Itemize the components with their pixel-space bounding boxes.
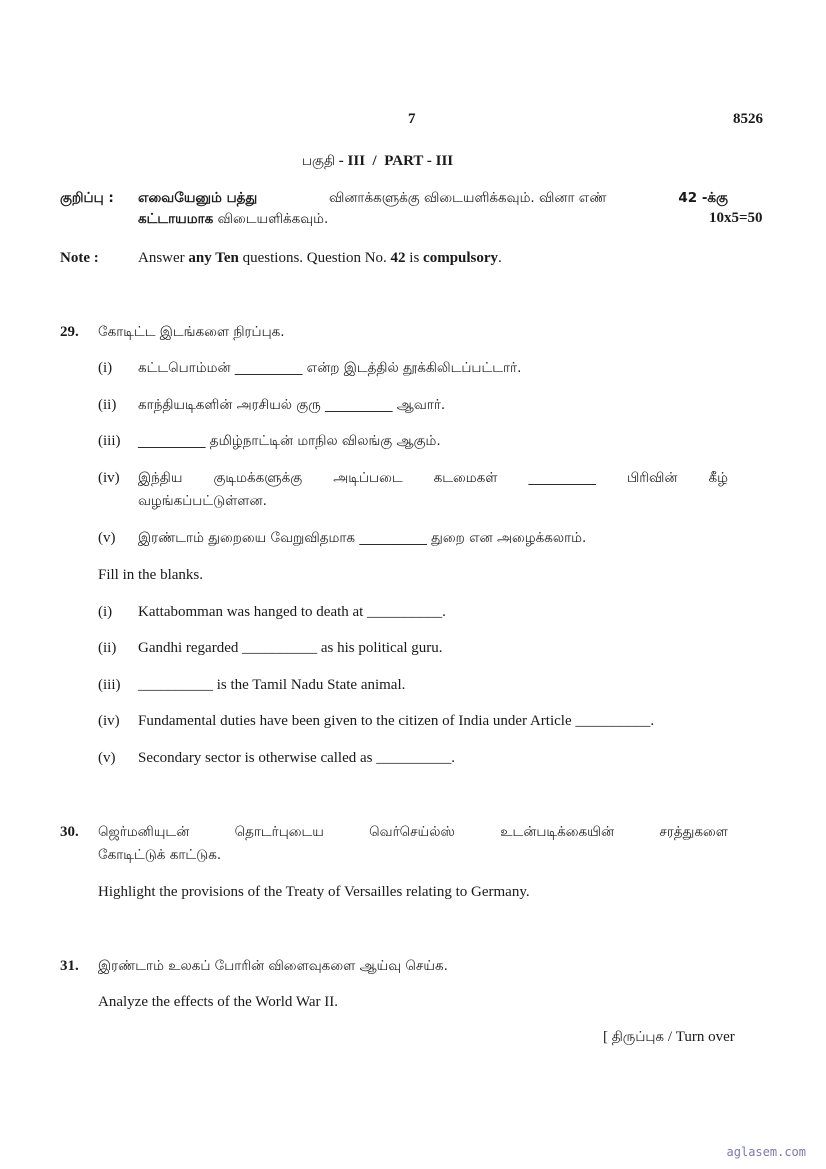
item-number: (i) xyxy=(98,360,113,376)
note-pre: Answer xyxy=(138,250,189,266)
question-31-english: Analyze the effects of the World War II. xyxy=(98,994,338,1010)
note-bold-42: 42 xyxy=(390,250,406,266)
note-end: . xyxy=(498,250,502,266)
question-29-tamil-title: கோடிட்ட இடங்களை நிரப்புக. xyxy=(98,324,285,340)
section-title-sep: - III / xyxy=(335,153,385,169)
blank: __________ xyxy=(528,470,596,486)
marks-scheme: 10x5=50 xyxy=(709,210,763,226)
word: கடமைகள் xyxy=(433,470,498,486)
word: உடன்படிக்கையின் xyxy=(500,824,615,840)
turn-over xyxy=(603,1029,735,1047)
note-mid: questions. Question No. xyxy=(238,250,391,266)
turn-over-english: / Turn over xyxy=(664,1029,735,1045)
page-number: 7 xyxy=(408,111,416,127)
item-text: Gandhi regarded __________ as his political guru. xyxy=(138,640,443,656)
word: சரத்துகளை xyxy=(659,824,728,840)
instruction-line-1 xyxy=(138,190,728,208)
item-text: காந்தியடிகளின் அரசியல் குரு __________ ஆவார். xyxy=(138,397,446,413)
note-bold-compulsory: compulsory xyxy=(423,250,499,266)
question-30-tamil-line2: கோடிட்டுக் காட்டுக. xyxy=(98,847,222,863)
instruction-text-1: வினாக்களுக்கு விடையளிக்கவும். வினா எண் xyxy=(328,190,607,206)
item-text-justified xyxy=(138,470,728,488)
watermark: aglasem.com xyxy=(726,1145,806,1159)
item-text: இரண்டாம் துறையை வேறுவிதமாக __________ துறை என அழைக்கலாம். xyxy=(138,530,587,546)
item-text: கட்டபொம்மன் __________ என்ற இடத்தில் தூக்கிலிடப்பட்டார். xyxy=(138,360,522,376)
question-30-number: 30. xyxy=(60,824,79,840)
instruction-line-2 xyxy=(138,211,328,229)
question-29-english-title: Fill in the blanks. xyxy=(98,567,203,583)
item-number: (iii) xyxy=(98,433,121,449)
instruction-text-2: விடையளிக்கவும். xyxy=(217,211,329,227)
section-title-tamil: பகுதி xyxy=(302,153,336,169)
item-number: (i) xyxy=(98,604,113,620)
note-label: Note : xyxy=(60,250,99,266)
word: கீழ் xyxy=(708,470,728,486)
question-31-number: 31. xyxy=(60,958,79,974)
item-number: (ii) xyxy=(98,640,117,656)
item-number: (ii) xyxy=(98,397,117,413)
item-number: (iv) xyxy=(98,713,120,729)
note-bold-any-ten: any Ten xyxy=(188,250,239,266)
item-number: (iii) xyxy=(98,677,121,693)
item-number: (v) xyxy=(98,750,116,766)
paper-code: 8526 xyxy=(733,111,763,127)
question-29-number: 29. xyxy=(60,324,79,340)
word: பிரிவின் xyxy=(626,470,678,486)
instruction-bold-compulsory: கட்டாயமாக xyxy=(138,211,214,227)
item-text: Fundamental duties have been given to the citizen of India under Article __________. xyxy=(138,713,655,729)
item-number: (iv) xyxy=(98,470,120,486)
item-text: Secondary sector is otherwise called as __________. xyxy=(138,750,455,766)
section-title xyxy=(302,153,453,171)
word: வெர்செய்ல்ஸ் xyxy=(369,824,455,840)
item-text: __________ தமிழ்நாட்டின் மாநில விலங்கு ஆகும். xyxy=(138,433,441,449)
instruction-label-tamil: குறிப்பு : xyxy=(60,190,114,206)
turn-over-tamil: திருப்புக xyxy=(611,1029,665,1045)
instruction-bold-any-ten: எவையேனும் பத்து xyxy=(138,190,258,206)
question-31-tamil: இரண்டாம் உலகப் போரின் விளைவுகளை ஆய்வு செய்க. xyxy=(98,958,448,974)
instruction-bold-q42: 42 -க்கு xyxy=(678,190,728,206)
item-text: Kattabomman was hanged to death at __________. xyxy=(138,604,446,620)
word: இந்திய xyxy=(138,470,183,486)
turn-over-bracket: [ xyxy=(603,1029,612,1045)
question-30-tamil-line1 xyxy=(98,824,728,842)
word: ஜெர்மனியுடன் xyxy=(98,824,190,840)
item-number: (v) xyxy=(98,530,116,546)
word: குடிமக்களுக்கு xyxy=(213,470,303,486)
note-mid2: is xyxy=(405,250,424,266)
note-text xyxy=(138,250,502,267)
section-title-english: PART - III xyxy=(384,153,454,169)
q29-tamil-item-4-line2: வழங்கப்பட்டுள்ளன. xyxy=(138,493,267,509)
word: அடிப்படை xyxy=(333,470,403,486)
word: தொடர்புடைய xyxy=(234,824,324,840)
item-text: __________ is the Tamil Nadu State animal. xyxy=(138,677,406,693)
question-30-english: Highlight the provisions of the Treaty of Versailles relating to Germany. xyxy=(98,884,530,900)
